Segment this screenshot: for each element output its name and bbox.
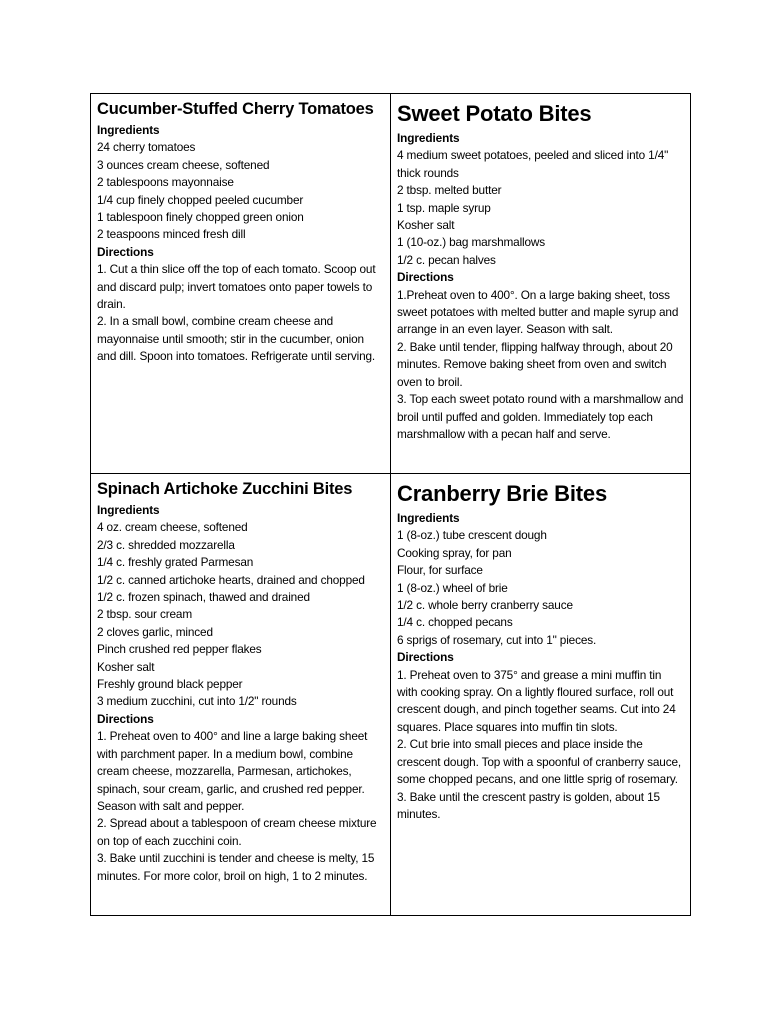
recipe-title: Spinach Artichoke Zucchini Bites — [97, 480, 353, 498]
ingredients-list — [397, 527, 684, 649]
ingredient-item: Freshly ground black pepper — [97, 677, 243, 692]
direction-step: 1.Preheat oven to 400°. On a large baking sheet, toss sweet potatoes with melted butter and maple syrup and arrange in an even layer. Season with salt. — [397, 287, 679, 337]
directions-heading: Directions — [397, 650, 454, 665]
ingredients-list — [97, 519, 384, 710]
ingredient-item: Kosher salt — [397, 218, 455, 233]
ingredient-item: Cooking spray, for pan — [397, 545, 512, 560]
ingredient-item: Kosher salt — [97, 659, 155, 674]
ingredient-item: 1/2 c. pecan halves — [397, 252, 496, 267]
ingredient-item: 1 tablespoon finely chopped green onion — [97, 210, 304, 225]
direction-step: 1. Cut a thin slice off the top of each tomato. Scoop out and discard pulp; invert tomatoes onto paper towels to drain. — [97, 262, 376, 312]
recipe-title: Sweet Potato Bites — [397, 101, 592, 126]
ingredients-heading: Ingredients — [97, 123, 160, 137]
ingredient-item: 4 oz. cream cheese, softened — [97, 520, 248, 535]
ingredients-list — [397, 147, 684, 269]
ingredient-item: 2 tbsp. sour cream — [97, 607, 192, 622]
ingredient-item: 3 ounces cream cheese, softened — [97, 157, 270, 172]
ingredient-item: 1 tsp. maple syrup — [397, 200, 491, 215]
ingredient-item: 1/4 cup finely chopped peeled cucumber — [97, 192, 304, 207]
ingredients-list — [97, 139, 384, 243]
direction-step: 3. Bake until zucchini is tender and cheese is melty, 15 minutes. For more color, broil on high, 1 to 2 minutes. — [97, 851, 375, 883]
ingredients-heading: Ingredients — [97, 503, 160, 517]
direction-step: 2. Spread about a tablespoon of cream cheese mixture on top of each zucchini coin. — [97, 816, 377, 848]
direction-step: 2. Cut brie into small pieces and place inside the crescent dough. Top with a spoonful of cranberry sauce, some chopped pecans, and one little sprig of rosemary. — [397, 737, 682, 787]
ingredient-item: 24 cherry tomatoes — [97, 140, 196, 155]
ingredient-item: 1/2 c. whole berry cranberry sauce — [397, 598, 573, 613]
recipe-card-spinach-zucchini-bites — [91, 474, 391, 915]
directions-heading: Directions — [97, 711, 154, 726]
directions-heading: Directions — [97, 244, 154, 259]
recipe-title: Cucumber-Stuffed Cherry Tomatoes — [97, 100, 374, 118]
ingredients-heading: Ingredients — [397, 131, 460, 145]
direction-step: 2. Bake until tender, flipping halfway through, about 20 minutes. Remove baking sheet from oven and switch oven to broil. — [397, 339, 673, 389]
ingredient-item: 2 teaspoons minced fresh dill — [97, 227, 246, 242]
directions-heading: Directions — [397, 270, 454, 285]
direction-step: 1. Preheat oven to 375° and grease a mini muffin tin with cooking spray. On a lightly floured surface, roll out crescent dough, and pinch together seams. Cut into 24 squares. Place squares into muffin tin slots. — [397, 667, 676, 734]
ingredient-item: 1/2 c. canned artichoke hearts, drained and chopped — [97, 572, 365, 587]
direction-step: 3. Top each sweet potato round with a marshmallow and broil until puffed and golden. Immediately top each marshmallow with a pecan half and serve. — [397, 392, 684, 441]
ingredient-item: 2/3 c. shredded mozzarella — [97, 537, 235, 552]
ingredient-item: 1 (10-oz.) bag marshmallows — [397, 235, 546, 250]
ingredient-item: 4 medium sweet potatoes, peeled and sliced into 1/4" thick rounds — [397, 148, 669, 180]
ingredient-item: 2 tbsp. melted butter — [397, 183, 502, 198]
recipe-card-cranberry-brie-bites — [391, 474, 690, 915]
recipe-title: Cranberry Brie Bites — [397, 481, 607, 506]
ingredient-item: 3 medium zucchini, cut into 1/2" rounds — [97, 694, 297, 709]
direction-step: 3. Bake until the crescent pastry is golden, about 15 minutes. — [397, 789, 660, 821]
recipe-table — [90, 93, 691, 916]
ingredient-item: Flour, for surface — [397, 563, 483, 578]
direction-step: 2. In a small bowl, combine cream cheese and mayonnaise until smooth; stir in the cucumber, onion and dill. Spoon into tomatoes. Refrigerate until serving. — [97, 314, 376, 364]
ingredient-item: 1/2 c. frozen spinach, thawed and drained — [97, 590, 310, 605]
ingredient-item: Pinch crushed red pepper flakes — [97, 642, 262, 657]
ingredients-heading: Ingredients — [397, 511, 460, 525]
ingredient-item: 2 tablespoons mayonnaise — [97, 175, 234, 190]
ingredient-item: 1 (8-oz.) wheel of brie — [397, 580, 508, 595]
ingredient-item: 2 cloves garlic, minced — [97, 624, 213, 639]
recipe-card-sweet-potato-bites — [391, 94, 690, 474]
ingredient-item: 6 sprigs of rosemary, cut into 1" pieces. — [397, 632, 597, 647]
ingredient-item: 1/4 c. freshly grated Parmesan — [97, 555, 254, 570]
direction-step: 1. Preheat oven to 400° and line a large baking sheet with parchment paper. In a medium bowl, combine cream cheese, mozzarella, Parmesan, artichokes, spinach, sour cream, garlic, and crushed red pepper. Season with salt and pepper. — [97, 729, 368, 813]
ingredient-item: 1 (8-oz.) tube crescent dough — [397, 528, 547, 543]
recipe-card-cucumber-tomatoes — [91, 94, 391, 474]
ingredient-item: 1/4 c. chopped pecans — [397, 615, 513, 630]
